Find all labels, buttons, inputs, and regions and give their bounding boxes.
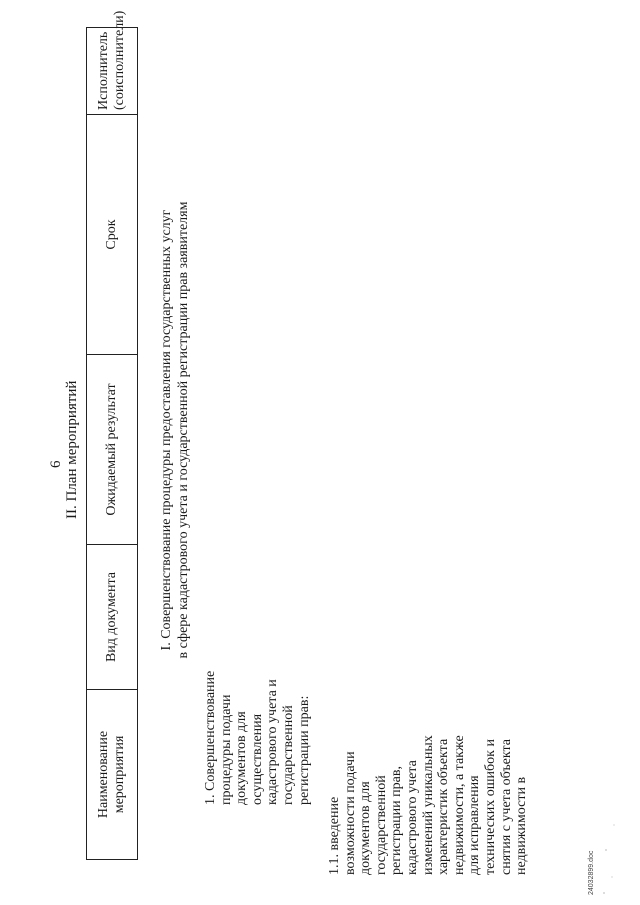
item-line: недвижимости в <box>514 776 530 875</box>
page-number: 6 <box>48 460 64 468</box>
group-heading-line1: I. Совершенствование процедуры предоставления государственных услуг <box>159 209 174 651</box>
group-heading-line2: в сфере кадастрового учета и государственной регистрации прав заявителям <box>176 201 191 659</box>
section-title: II. План мероприятий <box>64 380 80 519</box>
header-doc-type: Вид документа <box>87 545 138 690</box>
item-line: технических ошибок и <box>482 739 498 875</box>
item-line: снятия с учета объекта <box>498 738 514 875</box>
header-result: Ожидаемый результат <box>87 355 138 545</box>
item-line: изменений уникальных <box>420 735 436 875</box>
item-line: регистрации прав: <box>296 695 312 805</box>
item-line: 1.1. введение <box>327 796 342 875</box>
item-line: документов для <box>234 711 250 805</box>
item-line: для исправления <box>467 775 483 875</box>
item-line: возможности подачи <box>342 751 358 875</box>
list-item <box>327 675 530 875</box>
item-line: регистрации прав, <box>389 766 405 875</box>
header-name: Наименование мероприятия <box>87 690 138 860</box>
item-line: государственной <box>280 705 296 805</box>
item-line: характеристик объекта <box>436 738 452 875</box>
item-line: процедуры подачи <box>218 694 234 805</box>
header-deadline: Срок <box>87 115 138 355</box>
item-line: кадастрового учета и <box>265 679 281 805</box>
item-line: кадастрового учета <box>404 760 420 875</box>
group-heading <box>158 170 192 690</box>
header-executor: Исполнитель (соисполнители) <box>87 28 138 115</box>
item-line: недвижимости, а также <box>451 735 467 875</box>
plan-table <box>86 10 138 860</box>
table-header-row <box>87 28 138 860</box>
item-line: документов для <box>358 781 374 875</box>
item-line: государственной <box>373 775 389 875</box>
scan-noise-dots <box>600 0 620 905</box>
item-line: 1. Совершенствование <box>203 670 218 805</box>
item-line: осуществления <box>249 713 265 805</box>
document-id: 24032899.doc <box>588 850 595 895</box>
list-item <box>203 645 312 805</box>
